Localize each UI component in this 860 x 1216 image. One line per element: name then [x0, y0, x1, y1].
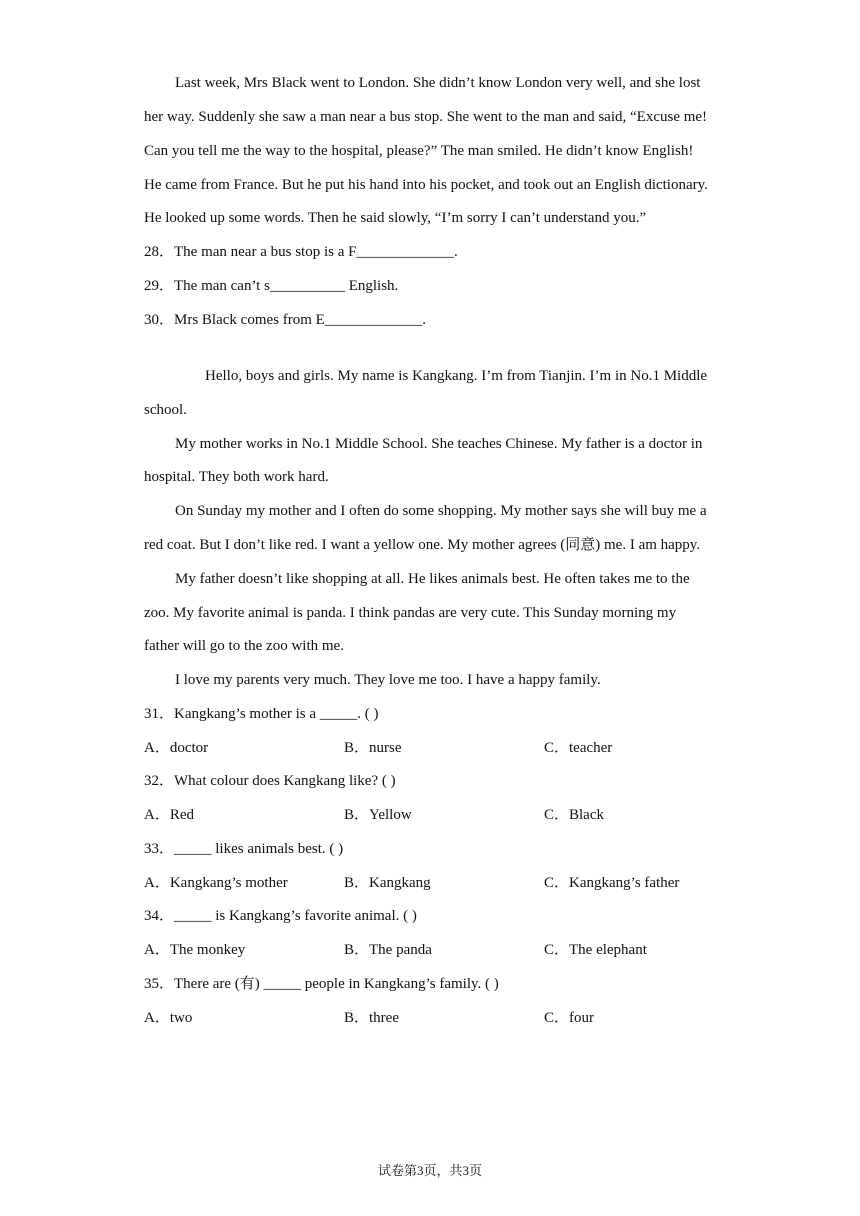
option-a: A．two: [144, 1010, 193, 1026]
passage2-line: hospital. They both work hard.: [144, 469, 329, 485]
passage2-line: red coat. But I don’t like red. I want a yellow one. My mother agrees (同意) me. I am happy.: [144, 537, 701, 553]
question-34: 34．_____ is Kangkang’s favorite animal. ( ): [144, 908, 417, 924]
passage2-line: My mother works in No.1 Middle School. She teaches Chinese. My father is a doctor in: [175, 436, 703, 452]
option-a: A．Kangkang’s mother: [144, 875, 288, 891]
option-b: B．three: [344, 1010, 399, 1026]
option-c: C．Kangkang’s father: [544, 875, 680, 891]
option-a: A．Red: [144, 807, 194, 823]
option-c: C．teacher: [544, 740, 613, 756]
question-33: 33．_____ likes animals best. ( ): [144, 841, 344, 857]
option-a: A．The monkey: [144, 942, 246, 958]
question-31: 31．Kangkang’s mother is a _____. ( ): [144, 706, 379, 722]
question-29: 29．The man can’t s__________ English.: [144, 278, 399, 294]
option-b: B．nurse: [344, 740, 402, 756]
passage2-line: Hello, boys and girls. My name is Kangkang. I’m from Tianjin. I’m in No.1 Middle: [205, 368, 708, 384]
option-b: B．Yellow: [344, 807, 412, 823]
passage2-line: school.: [144, 402, 187, 418]
option-b: B．The panda: [344, 942, 432, 958]
passage2-line: On Sunday my mother and I often do some shopping. My mother says she will buy me a: [175, 503, 707, 519]
option-b: B．Kangkang: [344, 875, 431, 891]
option-c: C．Black: [544, 807, 604, 823]
passage1-line: her way. Suddenly she saw a man near a bus stop. She went to the man and said, “Excuse me!: [144, 109, 708, 125]
passage2-line: zoo. My favorite animal is panda. I think pandas are very cute. This Sunday morning my: [144, 605, 677, 621]
passage2-line: My father doesn’t like shopping at all. He likes animals best. He often takes me to the: [175, 571, 690, 587]
option-a: A．doctor: [144, 740, 209, 756]
passage2-line: I love my parents very much. They love me too. I have a happy family.: [175, 672, 601, 688]
question-35: 35．There are (有) _____ people in Kangkang’s family. ( ): [144, 976, 499, 992]
passage1-line: Can you tell me the way to the hospital, please?” The man smiled. He didn’t know English!: [144, 143, 694, 159]
option-c: C．The elephant: [544, 942, 647, 958]
passage2-line: father will go to the zoo with me.: [144, 638, 344, 654]
option-c: C．four: [544, 1010, 594, 1026]
question-30: 30．Mrs Black comes from E_____________.: [144, 312, 427, 328]
question-28: 28．The man near a bus stop is a F_____________.: [144, 244, 458, 260]
page-footer: 试卷第3页，共3页: [377, 1163, 482, 1178]
passage1-line: Last week, Mrs Black went to London. She didn’t know London very well, and she lost: [175, 75, 701, 91]
question-32: 32．What colour does Kangkang like? ( ): [144, 773, 396, 789]
passage1-line: He came from France. But he put his hand into his pocket, and took out an English dictionary.: [144, 177, 708, 193]
passage1-line: He looked up some words. Then he said slowly, “I’m sorry I can’t understand you.”: [144, 210, 647, 226]
